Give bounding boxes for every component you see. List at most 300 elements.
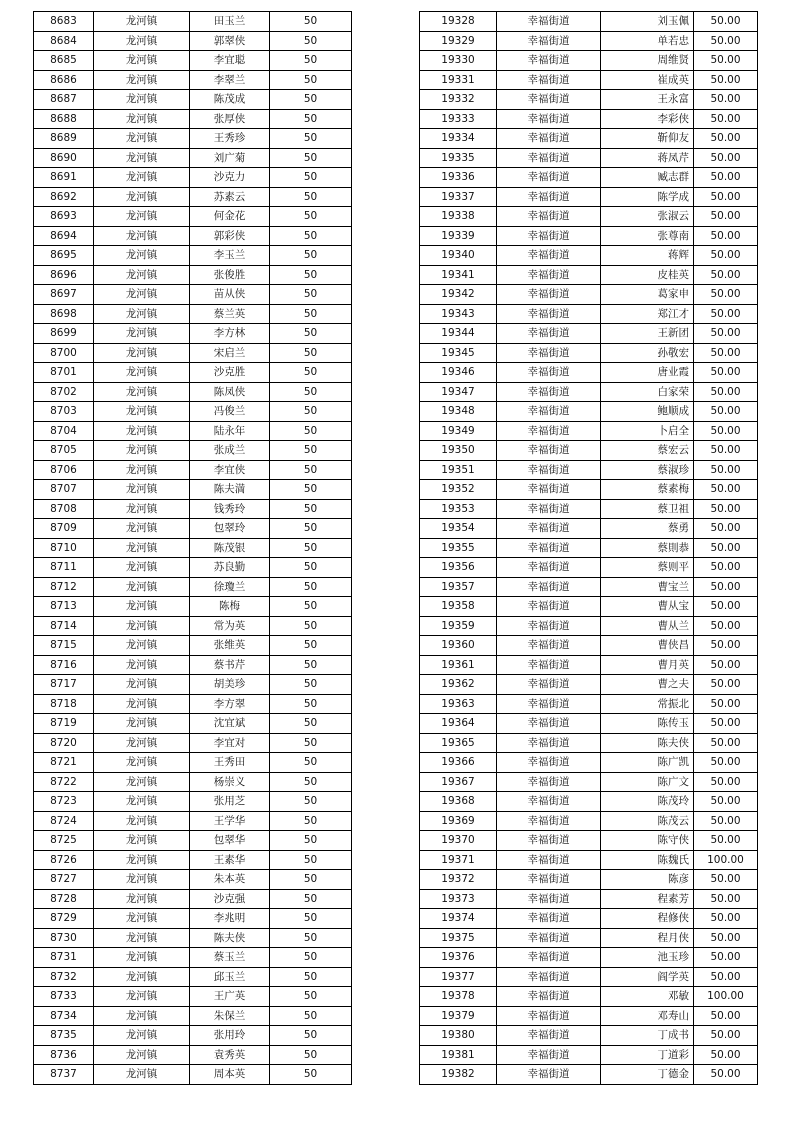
table-row	[420, 382, 758, 402]
amount-cell: 50.00	[694, 1006, 758, 1026]
name-cell: 周维贤	[601, 51, 694, 71]
amount-cell: 50	[270, 187, 352, 207]
amount-cell: 50	[270, 1026, 352, 1046]
town-cell: 幸福街道	[497, 987, 601, 1007]
name-cell: 王永富	[601, 90, 694, 110]
id-cell: 8696	[34, 265, 94, 285]
amount-cell: 50.00	[694, 909, 758, 929]
id-cell: 19356	[420, 558, 497, 578]
name-cell: 宋启兰	[190, 343, 270, 363]
name-cell: 陈广凯	[601, 753, 694, 773]
table-row	[34, 714, 352, 734]
town-cell: 幸福街道	[497, 811, 601, 831]
town-cell: 龙河镇	[94, 519, 190, 539]
name-cell: 曹之夫	[601, 675, 694, 695]
amount-cell: 50.00	[694, 187, 758, 207]
town-cell: 龙河镇	[94, 889, 190, 909]
town-cell: 幸福街道	[497, 1065, 601, 1085]
town-cell: 龙河镇	[94, 948, 190, 968]
table-row	[34, 928, 352, 948]
id-cell: 8692	[34, 187, 94, 207]
table-row	[34, 1026, 352, 1046]
name-cell: 丁德金	[601, 1065, 694, 1085]
amount-cell: 50.00	[694, 1045, 758, 1065]
town-cell: 龙河镇	[94, 792, 190, 812]
name-cell: 田玉兰	[190, 12, 270, 32]
table-row	[34, 304, 352, 324]
table-row	[420, 733, 758, 753]
name-cell: 卜启全	[601, 421, 694, 441]
amount-cell: 50.00	[694, 265, 758, 285]
name-cell: 胡美珍	[190, 675, 270, 695]
id-cell: 19332	[420, 90, 497, 110]
amount-cell: 50.00	[694, 714, 758, 734]
town-cell: 龙河镇	[94, 636, 190, 656]
id-cell: 19365	[420, 733, 497, 753]
name-cell: 程素芳	[601, 889, 694, 909]
id-cell: 8684	[34, 31, 94, 51]
amount-cell: 50	[270, 636, 352, 656]
town-cell: 龙河镇	[94, 597, 190, 617]
table-row	[420, 948, 758, 968]
id-cell: 8723	[34, 792, 94, 812]
table-row	[34, 1065, 352, 1085]
name-cell: 张俊胜	[190, 265, 270, 285]
name-cell: 徐瓊兰	[190, 577, 270, 597]
id-cell: 8691	[34, 168, 94, 188]
town-cell: 幸福街道	[497, 870, 601, 890]
table-row	[34, 207, 352, 227]
table-row	[34, 480, 352, 500]
name-cell: 郭翠侠	[190, 31, 270, 51]
name-cell: 陈茂成	[190, 90, 270, 110]
id-cell: 19329	[420, 31, 497, 51]
name-cell: 葛家申	[601, 285, 694, 305]
id-cell: 8721	[34, 753, 94, 773]
id-cell: 19361	[420, 655, 497, 675]
table-row	[34, 597, 352, 617]
town-cell: 幸福街道	[497, 324, 601, 344]
town-cell: 龙河镇	[94, 616, 190, 636]
town-cell: 龙河镇	[94, 558, 190, 578]
id-cell: 8702	[34, 382, 94, 402]
id-cell: 19342	[420, 285, 497, 305]
name-cell: 单若忠	[601, 31, 694, 51]
amount-cell: 50.00	[694, 811, 758, 831]
id-cell: 19381	[420, 1045, 497, 1065]
town-cell: 幸福街道	[497, 558, 601, 578]
id-cell: 19376	[420, 948, 497, 968]
table-row	[34, 402, 352, 422]
amount-cell: 50	[270, 363, 352, 383]
amount-cell: 50	[270, 421, 352, 441]
town-cell: 幸福街道	[497, 948, 601, 968]
id-cell: 19345	[420, 343, 497, 363]
town-cell: 幸福街道	[497, 733, 601, 753]
table-row	[34, 909, 352, 929]
name-cell: 朱保兰	[190, 1006, 270, 1026]
name-cell: 皮桂英	[601, 265, 694, 285]
name-cell: 陈学成	[601, 187, 694, 207]
amount-cell: 50	[270, 831, 352, 851]
name-cell: 鲍顺成	[601, 402, 694, 422]
name-cell: 陈传玉	[601, 714, 694, 734]
name-cell: 程修侠	[601, 909, 694, 929]
table-row	[420, 675, 758, 695]
town-cell: 龙河镇	[94, 324, 190, 344]
town-cell: 幸福街道	[497, 772, 601, 792]
table-row	[34, 636, 352, 656]
name-cell: 陈茂玲	[601, 792, 694, 812]
name-cell: 曹侠昌	[601, 636, 694, 656]
town-cell: 幸福街道	[497, 207, 601, 227]
amount-cell: 100.00	[694, 987, 758, 1007]
table-row	[420, 363, 758, 383]
table-row	[420, 246, 758, 266]
table-row	[420, 1006, 758, 1026]
amount-cell: 50.00	[694, 148, 758, 168]
name-cell: 沙克强	[190, 889, 270, 909]
amount-cell: 50.00	[694, 363, 758, 383]
amount-cell: 50.00	[694, 928, 758, 948]
table-row	[420, 909, 758, 929]
table-row	[34, 265, 352, 285]
amount-cell: 50.00	[694, 109, 758, 129]
town-cell: 幸福街道	[497, 538, 601, 558]
town-cell: 幸福街道	[497, 460, 601, 480]
name-cell: 蔡则平	[601, 558, 694, 578]
town-cell: 龙河镇	[94, 187, 190, 207]
table-row	[34, 889, 352, 909]
amount-cell: 50.00	[694, 90, 758, 110]
amount-cell: 50.00	[694, 577, 758, 597]
amount-cell: 50.00	[694, 12, 758, 32]
amount-cell: 50	[270, 324, 352, 344]
id-cell: 8735	[34, 1026, 94, 1046]
id-cell: 8734	[34, 1006, 94, 1026]
name-cell: 李彩侠	[601, 109, 694, 129]
amount-cell: 50.00	[694, 831, 758, 851]
name-cell: 蔡书芹	[190, 655, 270, 675]
id-cell: 19370	[420, 831, 497, 851]
id-cell: 8710	[34, 538, 94, 558]
town-cell: 龙河镇	[94, 382, 190, 402]
id-cell: 8683	[34, 12, 94, 32]
name-cell: 崔成英	[601, 70, 694, 90]
id-cell: 19352	[420, 480, 497, 500]
id-cell: 8726	[34, 850, 94, 870]
table-row	[34, 538, 352, 558]
table-row	[420, 1045, 758, 1065]
town-cell: 龙河镇	[94, 265, 190, 285]
amount-cell: 50	[270, 285, 352, 305]
name-cell: 郭彩侠	[190, 226, 270, 246]
id-cell: 8725	[34, 831, 94, 851]
table-row	[34, 772, 352, 792]
id-cell: 19372	[420, 870, 497, 890]
id-cell: 8695	[34, 246, 94, 266]
table-row	[420, 772, 758, 792]
town-cell: 幸福街道	[497, 70, 601, 90]
table-row	[420, 694, 758, 714]
amount-cell: 50.00	[694, 480, 758, 500]
table-row	[34, 792, 352, 812]
town-cell: 龙河镇	[94, 1006, 190, 1026]
table-row	[34, 987, 352, 1007]
amount-cell: 50.00	[694, 1065, 758, 1085]
amount-cell: 50	[270, 870, 352, 890]
amount-cell: 50.00	[694, 382, 758, 402]
table-row	[420, 1065, 758, 1085]
name-cell: 蔡淑珍	[601, 460, 694, 480]
id-cell: 8686	[34, 70, 94, 90]
table-row	[34, 1006, 352, 1026]
table-row	[420, 499, 758, 519]
id-cell: 8698	[34, 304, 94, 324]
amount-cell: 50	[270, 597, 352, 617]
name-cell: 李方林	[190, 324, 270, 344]
name-cell: 蔡玉兰	[190, 948, 270, 968]
amount-cell: 50	[270, 90, 352, 110]
amount-cell: 50.00	[694, 870, 758, 890]
name-cell: 包翠玲	[190, 519, 270, 539]
town-cell: 幸福街道	[497, 831, 601, 851]
left-table-body	[34, 12, 352, 1085]
name-cell: 蔡卫祖	[601, 499, 694, 519]
town-cell: 龙河镇	[94, 928, 190, 948]
amount-cell: 50.00	[694, 597, 758, 617]
town-cell: 龙河镇	[94, 285, 190, 305]
name-cell: 陈广文	[601, 772, 694, 792]
name-cell: 王学华	[190, 811, 270, 831]
town-cell: 幸福街道	[497, 441, 601, 461]
name-cell: 张用芝	[190, 792, 270, 812]
table-row	[420, 831, 758, 851]
name-cell: 李方翠	[190, 694, 270, 714]
amount-cell: 50	[270, 987, 352, 1007]
left-table	[33, 11, 352, 1085]
name-cell: 阎学英	[601, 967, 694, 987]
town-cell: 幸福街道	[497, 480, 601, 500]
id-cell: 19358	[420, 597, 497, 617]
table-row	[34, 109, 352, 129]
name-cell: 李翠兰	[190, 70, 270, 90]
id-cell: 8719	[34, 714, 94, 734]
table-row	[34, 343, 352, 363]
table-row	[34, 363, 352, 383]
name-cell: 张淑云	[601, 207, 694, 227]
table-row	[34, 12, 352, 32]
amount-cell: 50	[270, 1045, 352, 1065]
table-row	[34, 655, 352, 675]
table-row	[34, 70, 352, 90]
town-cell: 幸福街道	[497, 636, 601, 656]
amount-cell: 50	[270, 207, 352, 227]
id-cell: 8712	[34, 577, 94, 597]
town-cell: 龙河镇	[94, 90, 190, 110]
name-cell: 白家荣	[601, 382, 694, 402]
id-cell: 8728	[34, 889, 94, 909]
table-row	[420, 558, 758, 578]
id-cell: 19377	[420, 967, 497, 987]
town-cell: 龙河镇	[94, 109, 190, 129]
town-cell: 龙河镇	[94, 402, 190, 422]
town-cell: 幸福街道	[497, 168, 601, 188]
id-cell: 8704	[34, 421, 94, 441]
id-cell: 19339	[420, 226, 497, 246]
amount-cell: 50.00	[694, 519, 758, 539]
name-cell: 刘广菊	[190, 148, 270, 168]
table-row	[34, 616, 352, 636]
id-cell: 8732	[34, 967, 94, 987]
town-cell: 龙河镇	[94, 207, 190, 227]
town-cell: 幸福街道	[497, 753, 601, 773]
table-row	[420, 285, 758, 305]
name-cell: 陈茂银	[190, 538, 270, 558]
name-cell: 沙克胜	[190, 363, 270, 383]
name-cell: 陈夫満	[190, 480, 270, 500]
name-cell: 苗从侠	[190, 285, 270, 305]
amount-cell: 50.00	[694, 616, 758, 636]
town-cell: 幸福街道	[497, 246, 601, 266]
table-row	[34, 187, 352, 207]
table-row	[34, 246, 352, 266]
amount-cell: 50.00	[694, 460, 758, 480]
name-cell: 李宜对	[190, 733, 270, 753]
table-row	[420, 792, 758, 812]
name-cell: 蔡素梅	[601, 480, 694, 500]
name-cell: 何金花	[190, 207, 270, 227]
amount-cell: 50.00	[694, 967, 758, 987]
name-cell: 陆永年	[190, 421, 270, 441]
town-cell: 龙河镇	[94, 733, 190, 753]
town-cell: 龙河镇	[94, 753, 190, 773]
id-cell: 19341	[420, 265, 497, 285]
amount-cell: 50	[270, 694, 352, 714]
id-cell: 19334	[420, 129, 497, 149]
table-row	[34, 421, 352, 441]
town-cell: 幸福街道	[497, 187, 601, 207]
id-cell: 8709	[34, 519, 94, 539]
table-row	[420, 109, 758, 129]
amount-cell: 50	[270, 948, 352, 968]
name-cell: 池玉珍	[601, 948, 694, 968]
town-cell: 幸福街道	[497, 850, 601, 870]
table-row	[420, 51, 758, 71]
town-cell: 龙河镇	[94, 675, 190, 695]
town-cell: 幸福街道	[497, 31, 601, 51]
id-cell: 19336	[420, 168, 497, 188]
amount-cell: 50	[270, 265, 352, 285]
id-cell: 8729	[34, 909, 94, 929]
table-row	[34, 870, 352, 890]
amount-cell: 50	[270, 577, 352, 597]
table-row	[34, 148, 352, 168]
name-cell: 曹宝兰	[601, 577, 694, 597]
name-cell: 蔡則恭	[601, 538, 694, 558]
id-cell: 8693	[34, 207, 94, 227]
right-table	[419, 11, 758, 1085]
town-cell: 龙河镇	[94, 421, 190, 441]
amount-cell: 50.00	[694, 324, 758, 344]
town-cell: 幸福街道	[497, 51, 601, 71]
amount-cell: 50.00	[694, 441, 758, 461]
name-cell: 邓敏	[601, 987, 694, 1007]
amount-cell: 50	[270, 675, 352, 695]
table-row	[420, 850, 758, 870]
town-cell: 幸福街道	[497, 616, 601, 636]
name-cell: 蔡勇	[601, 519, 694, 539]
table-row	[420, 480, 758, 500]
id-cell: 8727	[34, 870, 94, 890]
name-cell: 丁成书	[601, 1026, 694, 1046]
amount-cell: 50.00	[694, 129, 758, 149]
name-cell: 臧志群	[601, 168, 694, 188]
amount-cell: 50.00	[694, 538, 758, 558]
name-cell: 邓寿山	[601, 1006, 694, 1026]
name-cell: 蒋凤芹	[601, 148, 694, 168]
town-cell: 幸福街道	[497, 148, 601, 168]
table-row	[420, 753, 758, 773]
amount-cell: 50.00	[694, 948, 758, 968]
table-row	[420, 129, 758, 149]
town-cell: 幸福街道	[497, 1006, 601, 1026]
id-cell: 19359	[420, 616, 497, 636]
id-cell: 8720	[34, 733, 94, 753]
table-row	[34, 324, 352, 344]
name-cell: 王新团	[601, 324, 694, 344]
name-cell: 钱秀玲	[190, 499, 270, 519]
id-cell: 8716	[34, 655, 94, 675]
town-cell: 幸福街道	[497, 655, 601, 675]
table-row	[420, 616, 758, 636]
table-row	[34, 441, 352, 461]
id-cell: 19380	[420, 1026, 497, 1046]
town-cell: 龙河镇	[94, 168, 190, 188]
amount-cell: 50	[270, 792, 352, 812]
id-cell: 19357	[420, 577, 497, 597]
town-cell: 幸福街道	[497, 304, 601, 324]
town-cell: 龙河镇	[94, 850, 190, 870]
id-cell: 19328	[420, 12, 497, 32]
id-cell: 8713	[34, 597, 94, 617]
table-row	[420, 226, 758, 246]
table-row	[420, 655, 758, 675]
amount-cell: 50	[270, 1065, 352, 1085]
table-row	[34, 733, 352, 753]
id-cell: 19351	[420, 460, 497, 480]
amount-cell: 50.00	[694, 285, 758, 305]
name-cell: 包翠华	[190, 831, 270, 851]
table-row	[420, 441, 758, 461]
id-cell: 8701	[34, 363, 94, 383]
name-cell: 常振北	[601, 694, 694, 714]
amount-cell: 50	[270, 148, 352, 168]
table-row	[34, 811, 352, 831]
id-cell: 8699	[34, 324, 94, 344]
name-cell: 周本英	[190, 1065, 270, 1085]
amount-cell: 50	[270, 12, 352, 32]
amount-cell: 50.00	[694, 889, 758, 909]
town-cell: 龙河镇	[94, 460, 190, 480]
table-row	[420, 421, 758, 441]
town-cell: 幸福街道	[497, 109, 601, 129]
table-row	[34, 129, 352, 149]
id-cell: 19374	[420, 909, 497, 929]
id-cell: 8717	[34, 675, 94, 695]
table-row	[420, 870, 758, 890]
id-cell: 19360	[420, 636, 497, 656]
